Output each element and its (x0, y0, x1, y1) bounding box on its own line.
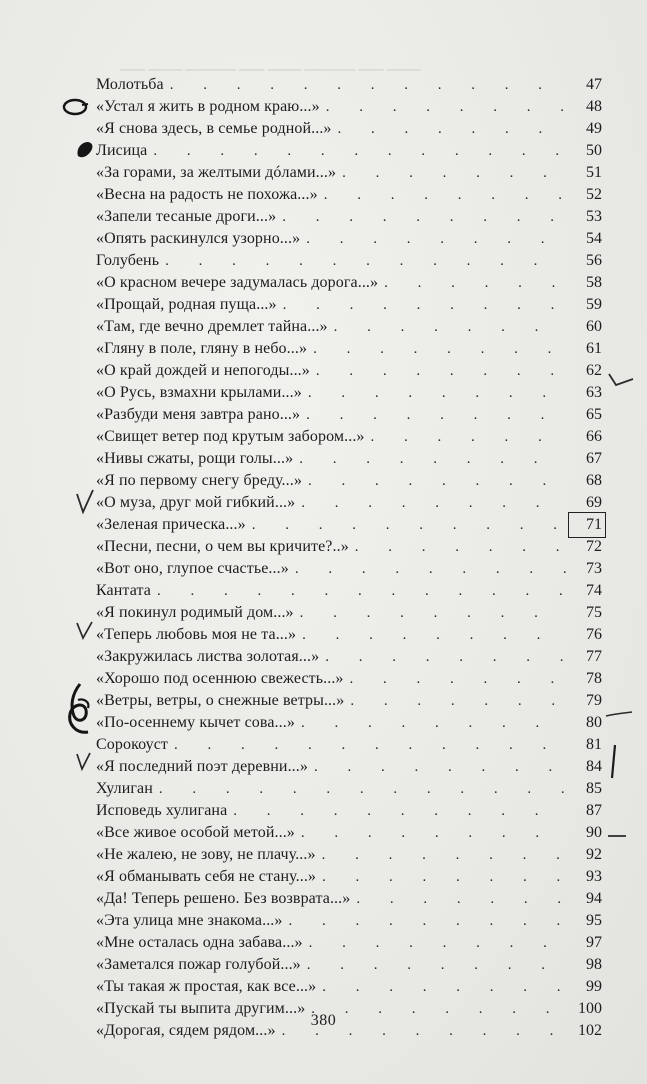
dot-leader (295, 558, 568, 580)
toc-entry-title: «Вот оно, глупое счастье...» (96, 560, 289, 577)
toc-entry-page: 72 (586, 538, 602, 555)
toc-entry-page: 61 (586, 340, 602, 357)
toc-entry (96, 690, 602, 712)
toc-entry (96, 888, 602, 910)
toc-entry-page: 47 (586, 76, 602, 93)
toc-entry-title: «Хорошо под осеннюю свежесть...» (96, 670, 344, 687)
dot-leader (170, 74, 568, 96)
toc-entry (96, 492, 602, 514)
toc-entry-page: 75 (586, 604, 602, 621)
toc-entry (96, 580, 602, 602)
page-number: 380 (310, 1012, 337, 1029)
toc-entry-page: 50 (586, 142, 602, 159)
dash-mark-icon (604, 708, 634, 722)
toc-entry (96, 558, 602, 580)
toc-entry-title: «Устал я жить в родном краю...» (96, 98, 320, 115)
toc-entry (96, 382, 602, 404)
dot-leader (301, 822, 568, 844)
toc-entry (96, 800, 602, 822)
toc-entry-title: «Нивы сжаты, рощи голы...» (96, 450, 294, 467)
toc-entry (96, 624, 602, 646)
toc-entry-title: «По-осеннему кычет сова...» (96, 714, 295, 731)
dot-leader (322, 844, 568, 866)
checkmark-icon (74, 750, 94, 772)
ink-blot-mark-icon (74, 140, 96, 160)
dot-leader (338, 118, 568, 140)
dot-leader (299, 448, 568, 470)
toc-entry-page: 92 (586, 846, 602, 863)
dot-leader (233, 800, 568, 822)
dot-leader (350, 690, 568, 712)
toc-entry (96, 668, 602, 690)
toc-entry (96, 866, 602, 888)
toc-entry-page: 80 (586, 714, 602, 731)
table-of-contents (96, 74, 602, 1042)
dot-leader (322, 976, 568, 998)
toc-entry-title: «Там, где вечно дремлет тайна...» (96, 318, 328, 335)
toc-entry-title: «Я последний поэт деревни...» (96, 758, 308, 775)
toc-entry (96, 162, 602, 184)
toc-entry-title: «Не жалею, не зову, не плачу...» (96, 846, 316, 863)
toc-entry-title: «Свищет ветер под крутым забором...» (96, 428, 365, 445)
toc-entry-title: «Дорогая, сядем рядом...» (96, 1022, 276, 1039)
toc-entry-title: «Запели тесаные дроги...» (96, 208, 277, 225)
toc-entry-title: «Ты такая ж простая, как все...» (96, 978, 317, 995)
toc-entry (96, 228, 602, 250)
toc-entry-page: 93 (586, 868, 602, 885)
toc-entry (96, 954, 602, 976)
toc-entry (96, 404, 602, 426)
dot-leader (313, 338, 568, 360)
toc-entry (96, 756, 602, 778)
toc-entry-title: «Все живое особой метой...» (96, 824, 295, 841)
bleed-through-texture: ▁▁▁ ▁▁▁▁ ▁▁▁▁▁▁ ▁▁▁ ▁▁▁▁ ▁▁▁▁▁▁ ▁▁▁ ▁▁▁▁ (120, 59, 421, 71)
toc-entry-page: 56 (586, 252, 602, 269)
dot-leader (252, 514, 570, 536)
toc-entry (96, 184, 602, 206)
toc-entry-page: 63 (586, 384, 602, 401)
toc-entry-page: 60 (586, 318, 602, 335)
checkmark-icon (74, 620, 96, 642)
toc-entry (96, 976, 602, 998)
toc-entry-title: «Прощай, родная пуща...» (96, 296, 277, 313)
dot-leader (157, 580, 568, 602)
toc-entry (96, 646, 602, 668)
toc-entry-page: 98 (586, 956, 602, 973)
toc-entry-page: 68 (586, 472, 602, 489)
toc-entry (96, 250, 602, 272)
toc-entry-page: 62 (586, 362, 602, 379)
toc-entry (96, 470, 602, 492)
toc-entry-page: 84 (586, 758, 602, 775)
toc-entry-title: «О край дождей и непогоды...» (96, 362, 310, 379)
toc-entry-page: 54 (586, 230, 602, 247)
toc-entry (96, 932, 602, 954)
toc-entry (96, 316, 602, 338)
dot-leader (371, 426, 568, 448)
toc-entry-title: Кантата (96, 582, 151, 599)
dot-leader (309, 932, 568, 954)
dot-leader (334, 316, 568, 338)
toc-entry-title: «Теперь любовь моя не та...» (96, 626, 297, 643)
toc-entry-page: 97 (586, 934, 602, 951)
dot-leader (283, 294, 568, 316)
toc-entry (96, 844, 602, 866)
toc-entry-page: 49 (586, 120, 602, 137)
toc-entry-title: «Я снова здесь, в семье родной...» (96, 120, 332, 137)
toc-entry (96, 294, 602, 316)
dot-leader (324, 184, 568, 206)
checkmark-icon (606, 368, 636, 390)
dot-leader (322, 866, 568, 888)
dot-leader (153, 140, 568, 162)
toc-entry (96, 778, 602, 800)
toc-entry-title: «Ветры, ветры, о снежные ветры...» (96, 692, 345, 709)
toc-entry-title: «Опять раскинулся узорно...» (96, 230, 301, 247)
toc-entry-page: 76 (586, 626, 602, 643)
dot-leader (314, 756, 568, 778)
toc-entry-page: 58 (586, 274, 602, 291)
toc-entry (96, 536, 602, 558)
dot-leader (306, 404, 568, 426)
toc-entry-page: 94 (586, 890, 602, 907)
toc-entry-title: Молотьба (96, 76, 164, 93)
toc-entry-title: «Мне осталась одна забава...» (96, 934, 303, 951)
toc-entry-page: 53 (586, 208, 602, 225)
dot-leader (356, 888, 568, 910)
dash-mark-icon (606, 830, 628, 842)
toc-entry (96, 712, 602, 734)
dot-leader (165, 250, 568, 272)
toc-entry-title: «Весна на радость не похожа...» (96, 186, 318, 203)
toc-entry-title: «Зеленая прическа...» (96, 516, 246, 533)
toc-entry-title: Сорокоуст (96, 736, 169, 753)
toc-entry-title: «О муза, друг мой гибкий...» (96, 494, 296, 511)
toc-entry (96, 910, 602, 932)
dot-leader (289, 910, 568, 932)
dot-leader (308, 382, 568, 404)
toc-entry-title: «За горами, за желтыми дóлами...» (96, 164, 337, 181)
dot-leader (159, 778, 568, 800)
dot-leader (282, 206, 568, 228)
toc-entry (96, 360, 602, 382)
circle-mark-icon (60, 96, 90, 118)
dot-leader (302, 624, 568, 646)
toc-entry-page: 69 (586, 494, 602, 511)
toc-entry-title: Исповедь хулигана (96, 802, 228, 819)
dot-leader (326, 96, 568, 118)
toc-entry-title: «О Русь, взмахни крылами...» (96, 384, 302, 401)
toc-entry-page: 67 (586, 450, 602, 467)
toc-entry (96, 74, 602, 96)
toc-entry (96, 96, 602, 118)
toc-entry-title: Лисица (96, 142, 148, 159)
dot-leader (355, 536, 568, 558)
toc-entry-page: 81 (586, 736, 602, 753)
toc-entry (96, 734, 602, 756)
dot-leader (306, 228, 568, 250)
toc-entry (96, 338, 602, 360)
toc-entry-title: «Я покинул родимый дом...» (96, 604, 294, 621)
toc-entry-page: 87 (586, 802, 602, 819)
toc-entry-page: 73 (586, 560, 602, 577)
toc-entry-page: 65 (586, 406, 602, 423)
toc-entry-page: 79 (586, 692, 602, 709)
scribble-mark-icon (58, 680, 98, 740)
toc-entry-page: 100 (578, 1000, 602, 1017)
toc-entry-title: «Закружилась листва золотая...» (96, 648, 320, 665)
toc-entry (96, 206, 602, 228)
toc-entry-title: «Я обманывать себя не стану...» (96, 868, 317, 885)
toc-entry-title: «Да! Теперь решено. Без возврата...» (96, 890, 351, 907)
toc-entry (96, 514, 602, 536)
toc-entry (96, 140, 602, 162)
toc-entry (96, 602, 602, 624)
dot-leader (301, 492, 568, 514)
toc-entry-page: 51 (586, 164, 602, 181)
toc-entry-page: 52 (586, 186, 602, 203)
toc-entry-page: 66 (586, 428, 602, 445)
vertical-line-mark-icon (606, 742, 620, 782)
toc-entry-page: 85 (586, 780, 602, 797)
toc-entry (96, 118, 602, 140)
dot-leader (350, 668, 568, 690)
toc-entry (96, 426, 602, 448)
toc-entry-title: «Я по первому снегу бреду...» (96, 472, 302, 489)
dot-leader (308, 470, 568, 492)
checkmark-icon (74, 488, 96, 518)
dot-leader (316, 360, 568, 382)
toc-entry (96, 272, 602, 294)
toc-entry-page: 77 (586, 648, 602, 665)
toc-entry-page: 78 (586, 670, 602, 687)
dot-leader (174, 734, 568, 756)
toc-entry-title: Хулиган (96, 780, 153, 797)
toc-entry-page: 71 (570, 514, 604, 536)
toc-entry-page: 90 (586, 824, 602, 841)
toc-entry-page: 102 (578, 1022, 602, 1039)
toc-entry-title: «Пускай ты выпита другим...» (96, 1000, 306, 1017)
toc-entry-title: «Песни, песни, о чем вы кричите?..» (96, 538, 349, 555)
toc-entry-page: 59 (586, 296, 602, 313)
toc-entry-page: 74 (586, 582, 602, 599)
toc-entry-page: 48 (586, 98, 602, 115)
toc-entry (96, 448, 602, 470)
toc-entry-title: «Разбуди меня завтра рано...» (96, 406, 301, 423)
toc-entry-page: 99 (586, 978, 602, 995)
toc-entry (96, 822, 602, 844)
toc-entry-title: «Заметался пожар голубой...» (96, 956, 301, 973)
toc-entry-title: «О красном вечере задумалась дорога...» (96, 274, 379, 291)
toc-entry-page: 95 (586, 912, 602, 929)
dot-leader (325, 646, 568, 668)
dot-leader (301, 712, 568, 734)
toc-entry-title: Голубень (96, 252, 160, 269)
dot-leader (307, 954, 568, 976)
toc-entry-title: «Гляну в поле, гляну в небо...» (96, 340, 308, 357)
dot-leader (342, 162, 568, 184)
dot-leader (300, 602, 568, 624)
dot-leader (384, 272, 568, 294)
toc-entry-title: «Эта улица мне знакома...» (96, 912, 283, 929)
